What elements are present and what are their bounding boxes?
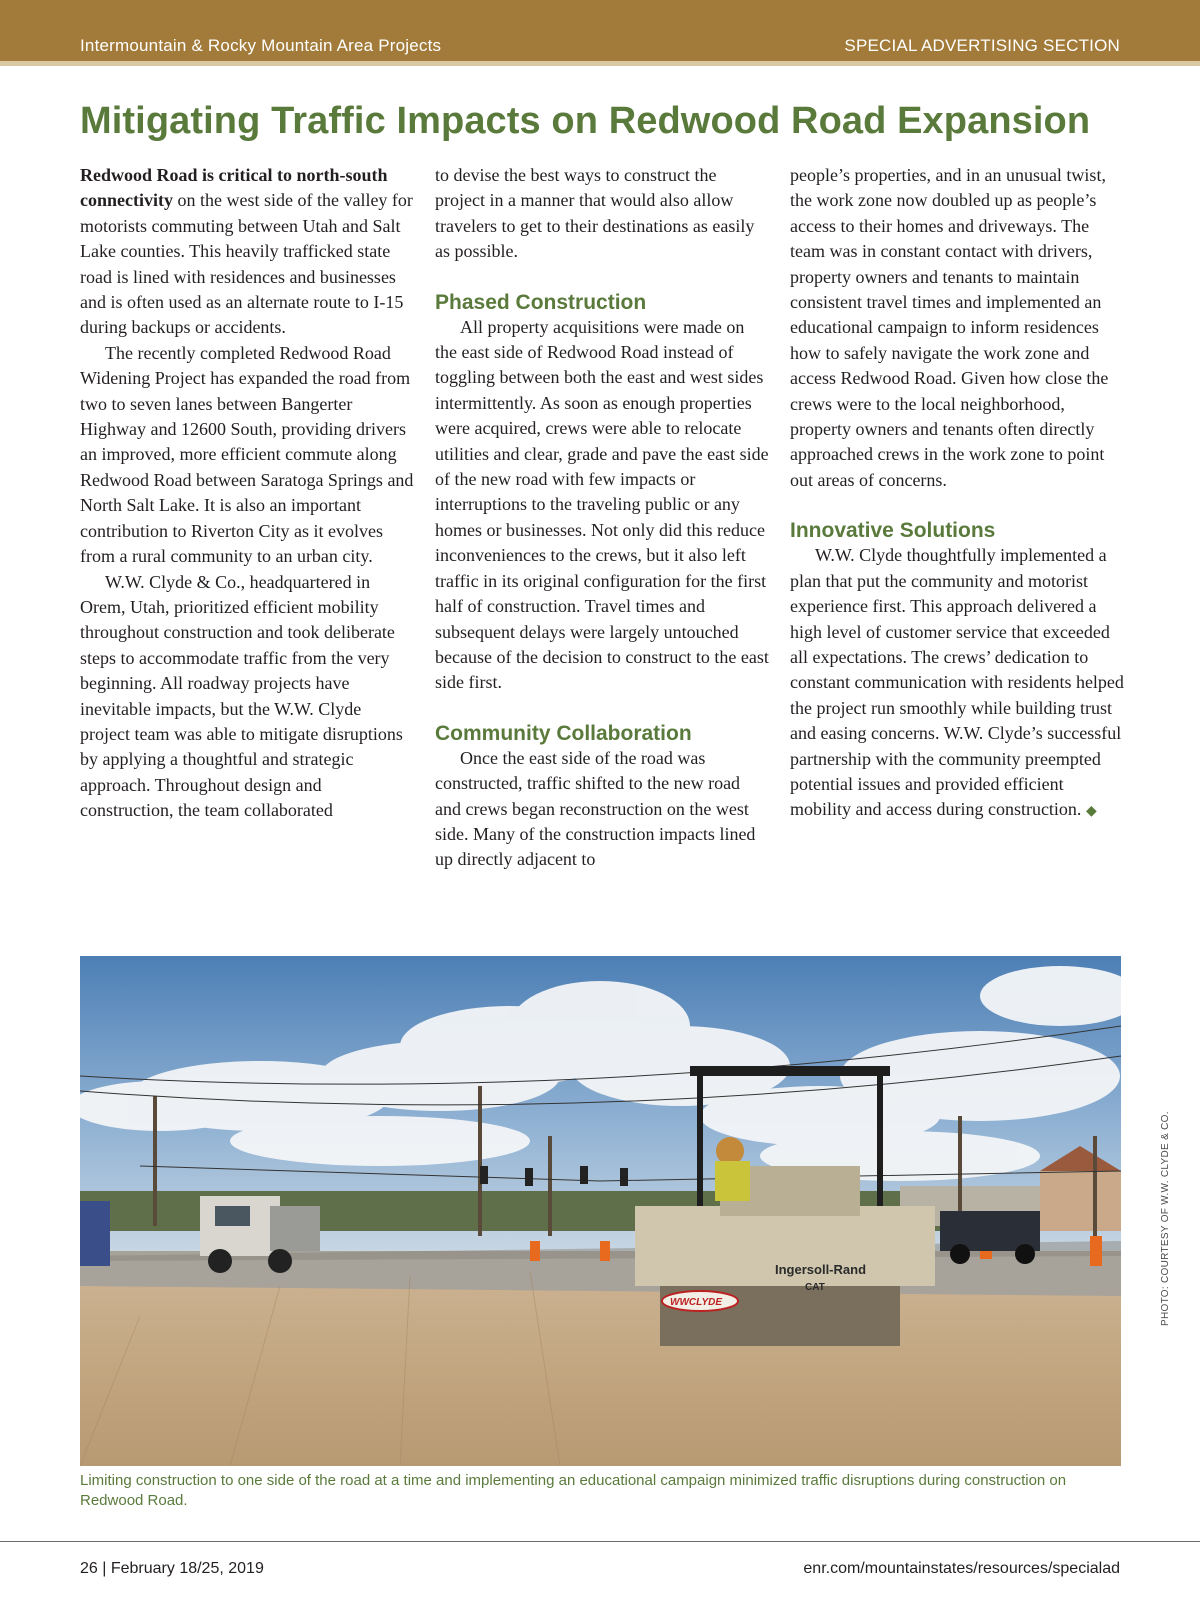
footer-rule (0, 1541, 1200, 1542)
subheading-innovative-solutions: Innovative Solutions (790, 519, 996, 543)
end-mark-icon: ◆ (1085, 804, 1097, 820)
section-header-right: SPECIAL ADVERTISING SECTION (844, 36, 1120, 55)
subheading-community-collaboration: Community Collaboration (435, 721, 692, 745)
paragraph: Once the east side of the road was constructed, traffic shifted to the new road and crews began reconstruction on the west side. Many of the construction impacts lined up directly adjacent to (435, 747, 756, 870)
section-header-bar (0, 0, 1200, 66)
footer-page-info: 26 | February 18/25, 2019 (80, 1560, 264, 1577)
paragraph: The recently completed Redwood Road Widening Project has expanded the road from two to seven lanes between Bangerter Highway and 12600 South, providing drivers an improved, more efficient commute along Redwood Road between Saratoga Springs and North Salt Lake. It is also an important contribution to Riverton City as it evolves from a rural community to an urban city. (80, 342, 414, 567)
photo-credit: PHOTO: COURTESY OF W.W. CLYDE & CO. (1160, 1111, 1171, 1326)
paragraph: All property acquisitions were made on the east side of Redwood Road instead of toggling between both the east and west sides intermittently. As soon as enough properties were acquired, crews were able to relocate utilities and clear, grade and pave the east side of the new road with few impacts or interruptions to the traveling public or any homes or businesses. Not only did this reduce inconveniences to the crews, but it also left traffic in its original configuration for the first half of construction. Travel times and subsequent delays were largely untouched because of the decision to construct to the east side first. (435, 316, 769, 693)
article-column-1 (80, 163, 415, 824)
paragraph-continued: to devise the best ways to construct the project in a manner that would also allow travelers to get to their destinations as easily as possible. (435, 165, 755, 262)
paragraph-intro: Redwood Road is critical to north-south connectivity on the west side of the valley for motorists commuting between Utah and Salt Lake counties. This heavily trafficked state road is lined with residences and businesses and is often used as an alternate route to I-15 during backups or accidents. (80, 165, 413, 338)
article-column-2 (435, 163, 770, 873)
roller-model-label: CAT (805, 1282, 825, 1293)
construction-photo (80, 956, 1121, 1466)
article-title: Mitigating Traffic Impacts on Redwood Road Expansion (80, 100, 1091, 142)
article-column-3 (790, 163, 1125, 825)
roller-brand-label: Ingersoll-Rand (775, 1262, 867, 1277)
paragraph-final: W.W. Clyde thoughtfully implemented a plan that put the community and motorist experience first. This approach delivered a high level of customer service that exceeded all expectations. The crews’ dedication to constant communication with residents helped the project run smoothly while building trust and easing concerns. W.W. Clyde’s successful partnership with the community preempted potential issues and provided efficient mobility and access during construction. ◆ (790, 545, 1124, 820)
lead-in: Redwood Road is critical to north-south connectivity (80, 165, 388, 211)
paragraph: W.W. Clyde & Co., headquartered in Orem, Utah, prioritized efficient mobility throughout construction and took deliberate steps to accommodate traffic from the very beginning. All roadway projects have inevitable impacts, but the W.W. Clyde project team was able to mitigate disruptions by applying a thoughtful and strategic approach. Throughout design and construction, the team collaborated (80, 571, 403, 821)
photo-caption: Limiting construction to one side of the road at a time and implementing an educational campaign minimized traffic disruptions during construction on Redwood Road. (80, 1472, 1067, 1509)
footer-url: enr.com/mountainstates/resources/specialad (803, 1560, 1120, 1577)
subheading-phased-construction: Phased Construction (435, 290, 647, 314)
paragraph-continued: people’s properties, and in an unusual twist, the work zone now doubled up as people’s access to their homes and driveways. The team was in constant contact with drivers, property owners and tenants to maintain consistent travel times and implemented an educational campaign to inform residences how to safely navigate the work zone and access Redwood Road. Given how close the crews were to the local neighborhood, property owners and tenants often directly approached crews in the work zone to point out areas of concerns. (790, 165, 1109, 490)
section-header-left: Intermountain & Rocky Mountain Area Projects (80, 36, 442, 55)
roller-company-label: WWCLYDE (670, 1297, 723, 1308)
